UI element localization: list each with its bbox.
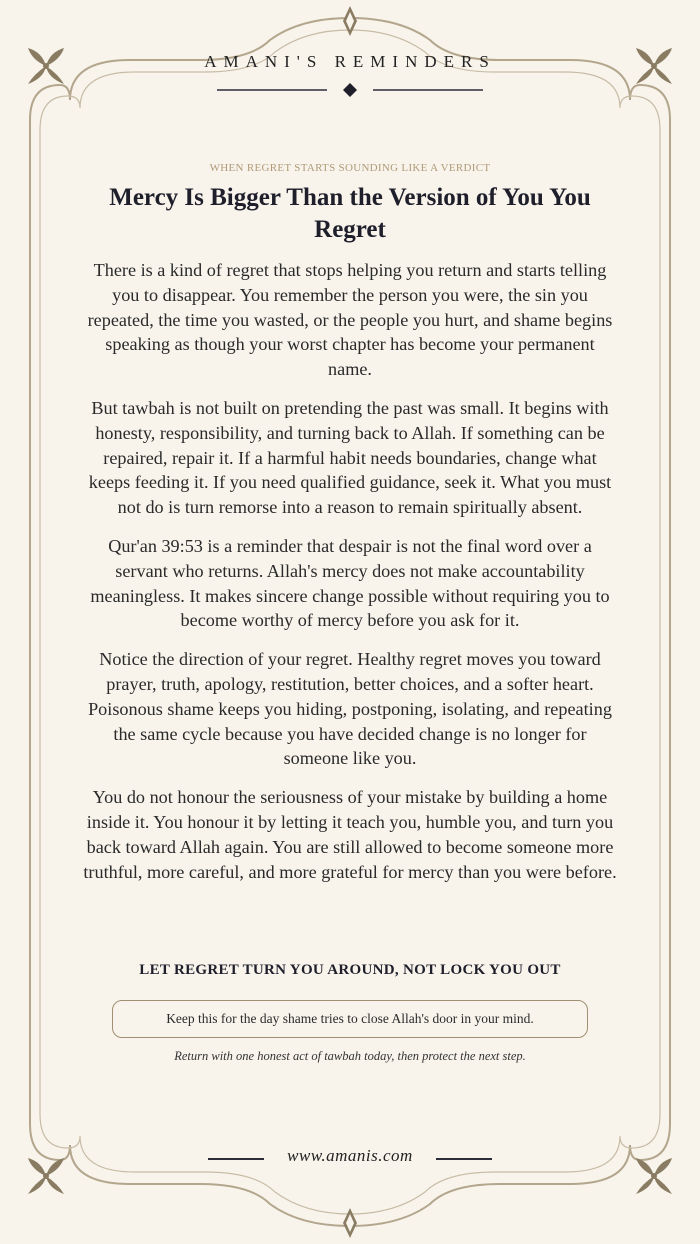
body-paragraph: Qur'an 39:53 is a reminder that despair is not the final word over a servant who returns. Allah's mercy does not make accountability meaningless. It makes sincere change possible without requiring you to become worthy of mercy before you ask for it. [90,535,610,631]
footer-right-line [436,1158,492,1160]
brand-divider [215,80,485,100]
article-eyebrow: WHEN REGRET STARTS SOUNDING LIKE A VERDICT [209,162,491,174]
article-title: Mercy Is Bigger Than the Version of You You Regret [109,184,591,243]
keep-note-box [112,1000,588,1038]
brand-divider-diamond-icon [343,83,357,97]
body-paragraph: There is a kind of regret that stops helping you return and starts telling you to disappear. You remember the person you were, the sin you repeated, the time you wasted, or the people you hurt, and shame begins speaking as though your worst chapter has become your permanent name. [87,260,613,380]
body-paragraph: But tawbah is not built on pretending the past was small. It begins with honesty, responsibility, and turning back to Allah. If something can be repaired, repair it. If a harmful habit needs boundaries, change what keeps feeding it. If you need qualified guidance, seek it. What you must not do is turn remorse into a reason to remain spiritually absent. [88,397,612,518]
brand-name: AMANI'S REMINDERS [204,52,496,71]
footer-website-link[interactable]: www.amanis.com [287,1146,413,1165]
keep-note-text: Keep this for the day shame tries to close Allah's door in your mind. [166,1011,534,1026]
callout-heading: LET REGRET TURN YOU AROUND, NOT LOCK YOU OUT [139,962,561,978]
body-paragraph: Notice the direction of your regret. Healthy regret moves you toward prayer, truth, apology, restitution, better choices, and a softer heart. Poisonous shame keeps you hiding, postponing, isolating, and repeating the same cycle because you have decided change is no longer for someone like you. [88,649,612,769]
closing-note: Return with one honest act of tawbah today, then protect the next step. [174,1049,526,1063]
body-paragraph: You do not honour the seriousness of your mistake by building a home inside it. You honour it by letting it teach you, humble you, and turn you back toward Allah again. You are still allowed to become someone more truthful, more careful, and more grateful for mercy than you were before. [83,787,617,882]
article-body [82,258,618,898]
